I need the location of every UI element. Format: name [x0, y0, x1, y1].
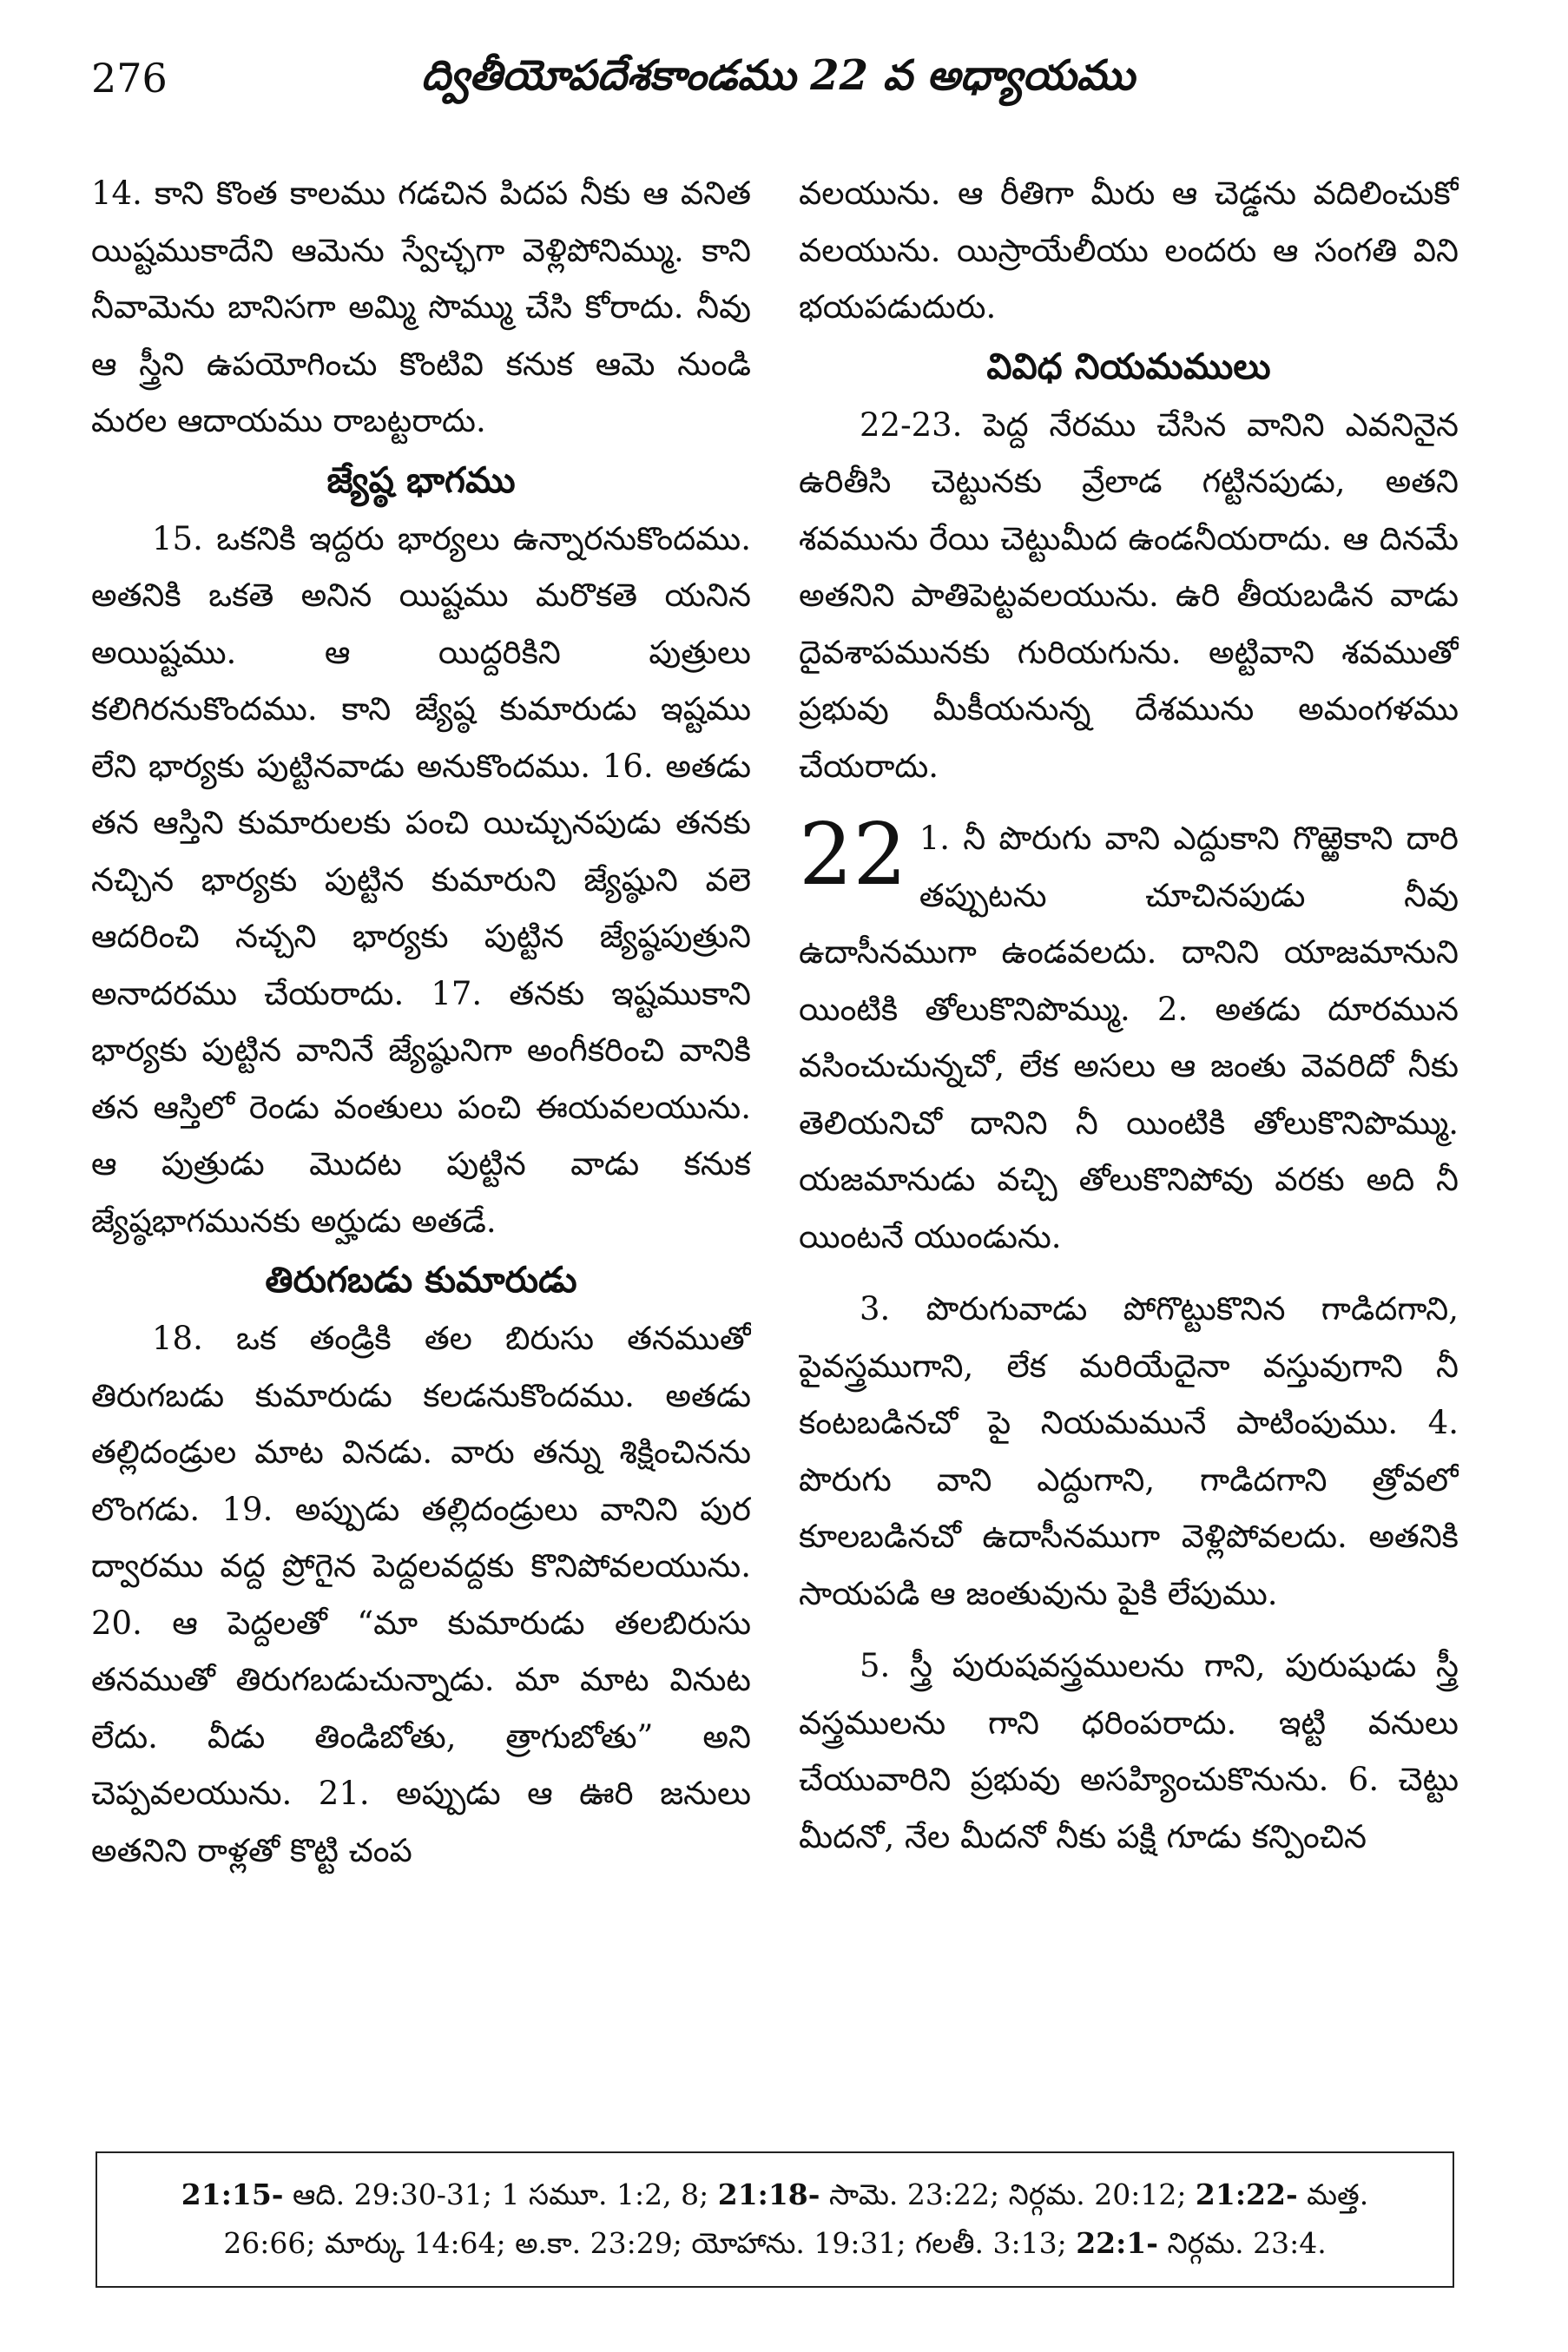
left-column — [91, 165, 751, 2127]
chapter-22-start — [799, 806, 1459, 1265]
running-title: ద్వితీయోపదేశకాండము 22 వ అధ్యాయము — [421, 51, 1135, 100]
chapter-22-verses-3-4: 3. పొరుగువాడు పోగొట్టుకొనిన గాడిదగాని, పైవస్త్రముగాని, లేక మరియేదైనా వస్తువుగాని నీ కంటబడినచో పై నియమమునే పాటింపుము. 4. పొరుగు వాని ఎద్దుగాని, గాడిదగాని త్రోవలో కూలబడినచో ఉదాసీనముగా వెళ్లిపోవలదు. అతనికి సాయపడి ఆ జంతువును పైకి లేపుము. — [799, 1290, 1459, 1612]
chapter-number: 22 — [799, 806, 907, 905]
footnote-line-2 — [123, 2219, 1426, 2268]
footnote-ref: 21:22- — [1195, 2177, 1298, 2211]
verse-21-continuation: వలయును. ఆ రీతిగా మీరు ఆ చెడ్డను వదిలించుకో వలయును. యిస్రాయేలీయు లందరు ఆ సంగతి విని భయపడుదురు. — [799, 175, 1459, 326]
footnote-ref: 21:18- — [717, 2177, 820, 2211]
footnote-text: ఆది. 29:30-31; 1 సమూ. 1:2, 8; — [283, 2177, 718, 2211]
verses-15-17-paragraph: 15. ఒకనికి ఇద్దరు భార్యలు ఉన్నారనుకొందము. అతనికి ఒకతె అనిన యిష్టము మరొకతె యనిన అయిష్టము. ఆ యిద్దరికిని పుత్రులు కలిగిరనుకొందము. కాని జ్యేష్ఠ కుమారుడు ఇష్టము లేని భార్యకు పుట్టినవాడు అనుకొందము. 16. అతడు తన ఆస్తిని కుమారులకు పంచి యిచ్చునపుడు తనకు నచ్చిన భార్యకు పుట్టిన కుమారుని జ్యేష్ఠుని వలె ఆదరించి నచ్చని భార్యకు పుట్టిన జ్యేష్ఠపుత్రుని అనాదరము చేయరాదు. 17. తనకు ఇష్టముకాని భార్యకు పుట్టిన వానినే జ్యేష్ఠునిగా అంగీకరించి వానికి తన ఆస్తిలో రెండు వంతులు పంచి ఈయవలయును. ఆ పుత్రుడు మొదట పుట్టిన వాడు కనుక జ్యేష్ఠభాగమునకు అర్హుడు అతడే. — [91, 519, 751, 1240]
right-column — [799, 165, 1459, 2127]
verse-14-paragraph: 14. కాని కొంత కాలము గడచిన పిదప నీకు ఆ వనిత యిష్టముకాదేని ఆమెను స్వేచ్ఛగా వెళ్లిపోనిమ్ము. కాని నీవామెను బానిసగా అమ్మి సొమ్ము చేసి కోరాదు. నీవు ఆ స్త్రీని ఉపయోగించు కొంటివి కనుక ఆమె నుండి మరల ఆదాయము రాబట్టరాదు. — [91, 175, 751, 439]
chapter-22-verses-1-2: 1. నీ పొరుగు వాని ఎద్దుకాని గొఱ్ఱెకాని దారి తప్పుటను చూచినపుడు నీవు ఉదాసీనముగా ఉండవలదు. దానిని యాజమానుని యింటికి తోలుకొనిపొమ్ము. 2. అతడు దూరమున వసించుచున్నచో, లేక అసలు ఆ జంతు వెవరిదో నీకు తెలియనిచో దానిని నీ యింటికి తోలుకొనిపొమ్ము. యజమానుడు వచ్చి తోలుకొనిపోవు వరకు అది నీ యింటనే యుండును. — [799, 820, 1459, 1255]
section-heading-birthright: జ్యేష్ఠ భాగము — [326, 458, 516, 501]
section-heading-rebellious-son: తిరుగబడు కుమారుడు — [265, 1259, 577, 1301]
chapter-22-verses-5-6: 5. స్త్రీ పురుషవస్త్రములను గాని, పురుషుడు స్త్రీ వస్త్రములను గాని ధరింపరాదు. ఇట్టి వనులు చేయువారిని ప్రభువు అసహ్యించుకొనును. 6. చెట్టు మీదనో, నేల మీదనో నీకు పక్షి గూడు కన్పించిన — [799, 1647, 1459, 1855]
footnote-ref: 22:1- — [1076, 2226, 1158, 2260]
footnote-text: సామె. 23:22; నిర్గమ. 20:12; — [820, 2177, 1196, 2211]
verses-22-23-paragraph: 22-23. పెద్ద నేరము చేసిన వానిని ఎవనినైన ఉరితీసి చెట్టునకు వ్రేలాడ గట్టినపుడు, అతని శవమును రేయి చెట్టుమీద ఉండనీయరాదు. ఆ దినమే అతనిని పాతిపెట్టవలయును. ఉరి తీయబడిన వాడు దైవశాపమునకు గురియగును. అట్టివాని శవముతో ప్రభువు మీకీయనున్న దేశమును అమంగళము చేయరాదు. — [799, 405, 1459, 785]
page-header — [91, 48, 1467, 126]
footnote-text: 26:66; మార్కు 14:64; అ.కా. 23:29; యోహాను. 19:31; గలతీ. 3:13; — [223, 2226, 1077, 2260]
page-number: 276 — [91, 55, 168, 102]
footnote-text: నిర్గమ. 23:4. — [1157, 2226, 1327, 2260]
verses-18-21-paragraph: 18. ఒక తండ్రికి తల బిరుసు తనముతో తిరుగబడు కుమారుడు కలడనుకొందము. అతడు తల్లిదండ్రుల మాట వినడు. వారు తన్ను శిక్షించినను లొంగడు. 19. అప్పుడు తల్లిదండ్రులు వానిని పుర ద్వారము వద్ద ప్రోగైన పెద్దలవద్దకు కొనిపోవలయును. 20. ఆ పెద్దలతో “మా కుమారుడు తలబిరుసు తనముతో తిరుగబడుచున్నాడు. మా మాట వినుట లేదు. వీడు తిండిబోతు, త్రాగుబోతు” అని చెప్పవలయును. 21. అప్పుడు ఆ ఊరి జనులు అతనిని రాళ్లతో కొట్టి చంప — [91, 1320, 751, 1869]
cross-reference-footnotes — [96, 2151, 1454, 2288]
section-heading-various-laws: వివిధ నియమములు — [986, 345, 1271, 387]
footnote-text: మత్త. — [1297, 2177, 1369, 2211]
footnote-ref: 21:15- — [181, 2177, 284, 2211]
footnote-line-1 — [123, 2171, 1426, 2219]
